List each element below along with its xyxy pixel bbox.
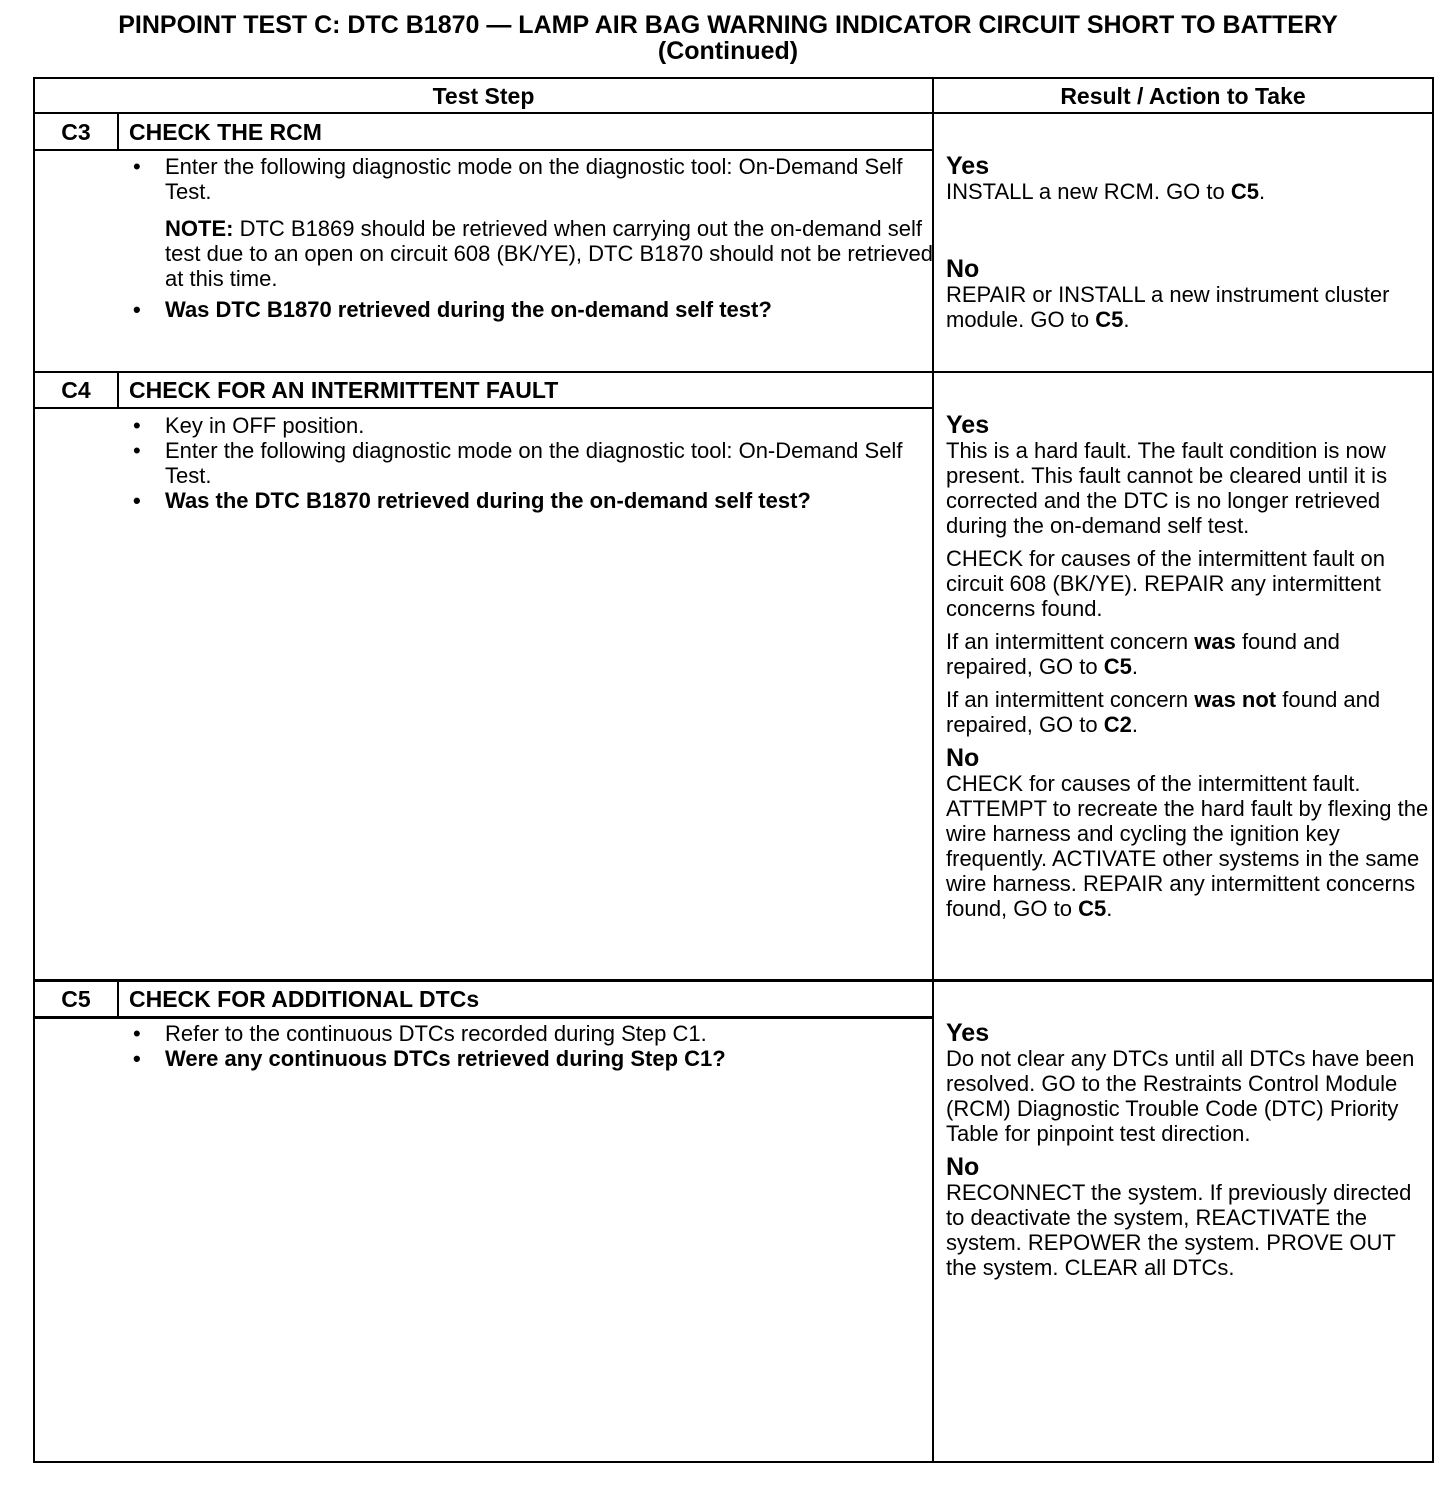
- step-c3-note: [129, 216, 945, 291]
- title-line-1: PINPOINT TEST C: DTC B1870 — LAMP AIR BAG WARNING INDICATOR CIRCUIT SHORT TO BATTERY: [118, 11, 1338, 39]
- result-c3: [946, 153, 1432, 340]
- step-title-divider: [35, 1016, 932, 1019]
- list-item: • Was the DTC B1870 retrieved during the on-demand self test?: [129, 488, 909, 513]
- header-test-step: Test Step: [432, 83, 535, 109]
- list-item: • Key in OFF position.: [129, 413, 909, 438]
- note-text: DTC B1869 should be retrieved when carrying out the on-demand self test due to an open on circuit 608 (BK/YE), DTC B1870 should not be retrieved at this time.: [165, 216, 934, 291]
- list-item: • Enter the following diagnostic mode on the diagnostic tool: On-Demand Self Test.: [129, 154, 909, 204]
- step-title-c5: CHECK FOR ADDITIONAL DTCs: [129, 986, 480, 1012]
- step-id-c4: C4: [61, 377, 91, 403]
- yes-label: Yes: [946, 1019, 990, 1047]
- step-id-divider: [117, 980, 119, 1018]
- row-divider: [35, 371, 1432, 373]
- step-id-divider: [117, 113, 119, 151]
- no-label: No: [946, 744, 980, 772]
- step-title-c4: CHECK FOR AN INTERMITTENT FAULT: [129, 377, 559, 403]
- header-result-action: Result / Action to Take: [1060, 83, 1306, 109]
- list-item: • Were any continuous DTCs retrieved during Step C1?: [129, 1046, 909, 1071]
- yes-paragraph: CHECK for causes of the intermittent fault on circuit 608 (BK/YE). REPAIR any intermittent concerns found.: [946, 546, 1385, 621]
- row-divider: [35, 979, 1432, 982]
- step-c5-instructions: [129, 1021, 909, 1071]
- step-title-divider: [35, 149, 932, 151]
- no-label: No: [946, 1153, 980, 1181]
- no-action: RECONNECT the system. If previously directed to deactivate the system, REACTIVATE the system. REPOWER the system. PROVE OUT the system. CLEAR all DTCs.: [946, 1180, 1412, 1280]
- list-item: • Enter the following diagnostic mode on the diagnostic tool: On-Demand Self Test.: [129, 438, 909, 488]
- yes-paragraph: If an intermittent concern was found and repaired, GO to C5.: [946, 629, 1340, 679]
- no-label: No: [946, 255, 980, 283]
- title-line-2: (Continued): [657, 37, 799, 65]
- yes-paragraph: If an intermittent concern was not found and repaired, GO to C2.: [946, 687, 1381, 737]
- step-id-divider: [117, 371, 119, 409]
- step-title-divider: [35, 407, 932, 409]
- step-c4-instructions: [129, 413, 909, 513]
- list-item: • Was DTC B1870 retrieved during the on-demand self test?: [129, 297, 909, 322]
- page-title: [0, 12, 1456, 64]
- result-c5: [946, 1020, 1432, 1288]
- yes-paragraph: This is a hard fault. The fault condition is now present. This fault cannot be cleared until it is corrected and the DTC is no longer retrieved during the on-demand self test.: [946, 438, 1388, 538]
- yes-action: Do not clear any DTCs until all DTCs have been resolved. GO to the Restraints Control Module (RCM) Diagnostic Trouble Code (DTC) Priority Table for pinpoint test direction.: [946, 1046, 1415, 1146]
- step-c3-question: [129, 297, 909, 322]
- yes-label: Yes: [946, 152, 990, 180]
- yes-label: Yes: [946, 411, 990, 439]
- step-title-c3: CHECK THE RCM: [129, 119, 322, 145]
- list-item: • Refer to the continuous DTCs recorded during Step C1.: [129, 1021, 909, 1046]
- yes-action: INSTALL a new RCM. GO to C5.: [946, 179, 1266, 204]
- no-action: CHECK for causes of the intermittent fault. ATTEMPT to recreate the hard fault by flexing the wire harness and cycling the ignition key frequently. ACTIVATE other systems in the same wire harness. REPAIR any intermittent concerns found, GO to C5.: [946, 771, 1429, 921]
- no-action: REPAIR or INSTALL a new instrument cluster module. GO to C5.: [946, 282, 1390, 332]
- pinpoint-test-table: [33, 77, 1434, 1463]
- step-c3-instructions: [129, 154, 909, 204]
- step-id-c5: C5: [61, 986, 91, 1012]
- step-id-c3: C3: [61, 119, 91, 145]
- note-label: NOTE:: [165, 216, 234, 241]
- result-c4: [946, 412, 1432, 929]
